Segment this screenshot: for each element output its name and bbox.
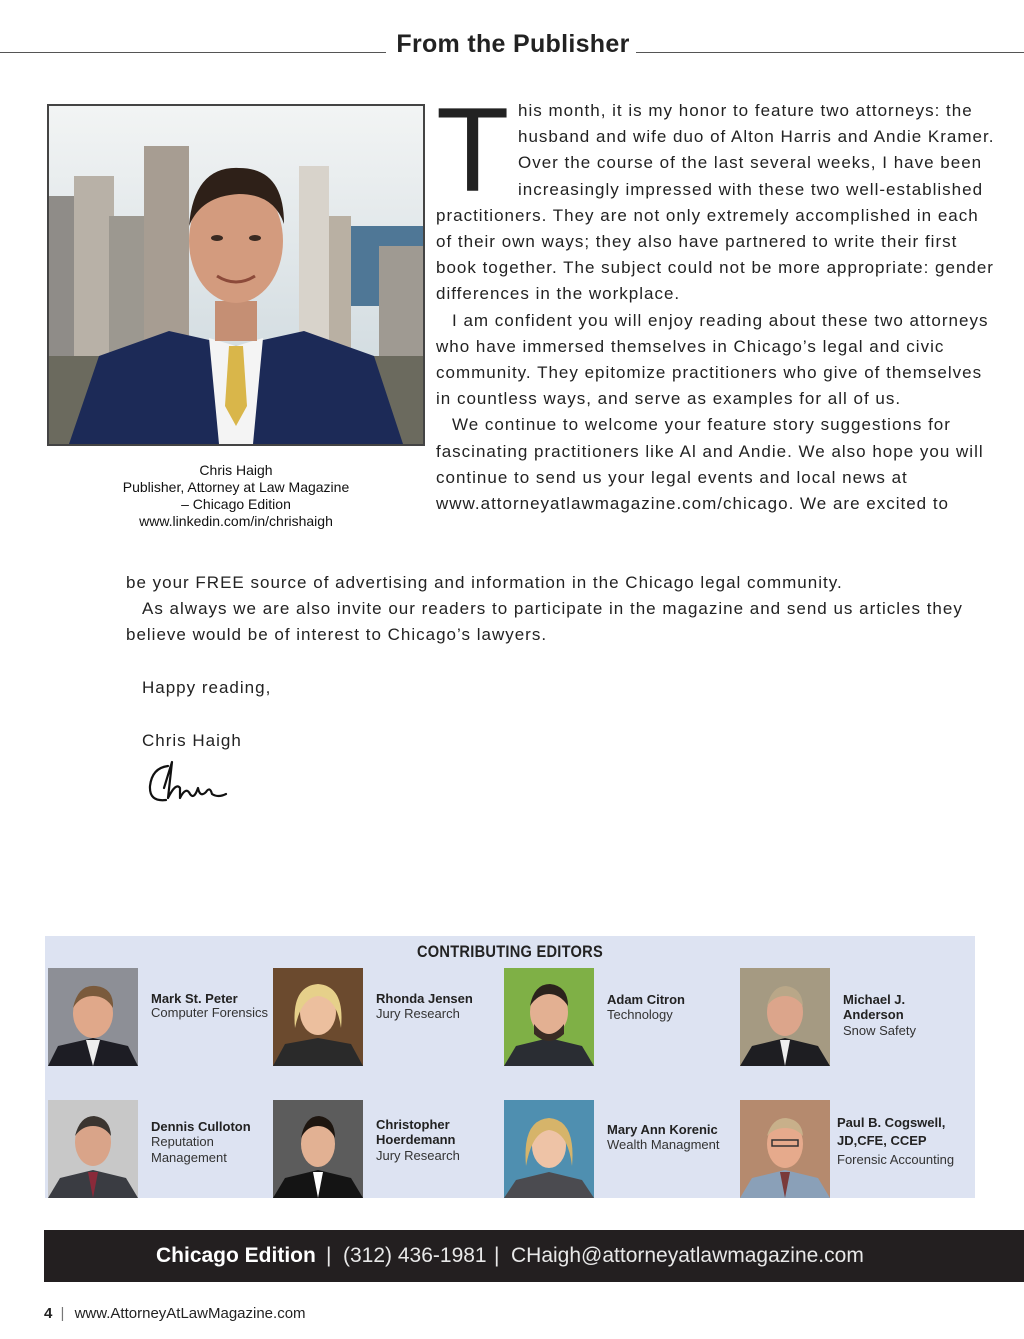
letter-paragraph-4: As always we are also invite our readers to participate in the magazine and send us articles they believe would be of interest to Chicago’s lawyers. <box>126 599 963 645</box>
editor-name: Hoerdemann <box>376 1132 456 1147</box>
website-link[interactable]: www.AttorneyAtLawMagazine.com <box>74 1305 306 1322</box>
page-footer <box>44 1305 306 1322</box>
caption-link[interactable]: www.linkedin.com/in/chrishaigh <box>139 513 333 529</box>
signature-image <box>146 758 236 808</box>
letter-paragraph-1-text: his month, it is my honor to feature two attorneys: the husband and wife duo of Alton Harris and Andie Kramer. Over the course of the last several weeks, I have been increasingly impressed with these two well-established practitioners. They are not only extremely accomplished in each of their own ways; they also have partnered to write their first book together. The subject could not be more appropriate: gender differences in the workplace. <box>436 101 995 304</box>
editor-name: Rhonda Jensen <box>376 991 473 1006</box>
editor-role: Snow Safety <box>843 1023 916 1038</box>
header-rule-left <box>0 52 386 53</box>
edition-label: Chicago Edition <box>156 1244 316 1267</box>
bar-separator: | <box>326 1244 332 1267</box>
letter-full-width <box>126 570 1006 649</box>
publisher-photo <box>47 104 425 446</box>
editors-heading: CONTRIBUTING EDITORS <box>416 942 604 961</box>
editor-photo <box>740 968 830 1066</box>
letter-paragraph-2: I am confident you will enjoy reading about these two attorneys who have immersed themselves in Chicago’s legal and civic community. They epitomize practitioners who give of themselves in countless ways, and serve as examples for all of us. <box>436 310 989 409</box>
editor-name: Paul B. Cogswell, <box>837 1115 946 1130</box>
editor-name: JD,CFE, CCEP <box>837 1133 927 1148</box>
editor-role: Forensic Accounting <box>837 1152 955 1167</box>
edition-contact-bar <box>44 1230 1024 1282</box>
editor-photo <box>504 1100 594 1198</box>
footer-separator: | <box>60 1305 65 1322</box>
drop-cap: T <box>436 83 510 217</box>
letter-paragraph-1 <box>436 83 996 308</box>
photo-caption <box>90 462 382 530</box>
editor-name: Michael J. <box>843 992 906 1007</box>
editor-role: Computer Forensics <box>151 1005 269 1020</box>
editor-photo <box>273 1100 363 1198</box>
editor-name: Mary Ann Korenic <box>607 1122 718 1137</box>
page-number: 4 <box>44 1305 53 1322</box>
editor-name: Adam Citron <box>607 992 685 1007</box>
editor-role: Jury Research <box>376 1006 460 1021</box>
contributing-editors-panel <box>45 936 975 1198</box>
editor-photo <box>48 1100 138 1198</box>
letter-column <box>436 83 996 517</box>
phone-number[interactable]: (312) 436-1981 <box>343 1244 487 1267</box>
editor-photo <box>740 1100 830 1198</box>
caption-name: Chris Haigh <box>199 462 273 478</box>
editor-name: Christopher <box>376 1117 450 1132</box>
editor-name: Dennis Culloton <box>151 1119 251 1134</box>
letter-paragraph-3: We continue to welcome your feature story suggestions for fascinating practitioners like Al and Andie. We also hope you will continue to send us your legal events and local news at www.attorneyatlawmagazine.com/chicago. We are excited to <box>436 415 984 514</box>
editor-role: Jury Research <box>376 1148 460 1163</box>
editor-role: Management <box>151 1150 227 1165</box>
page-title: From the Publisher <box>396 30 630 58</box>
editor-role: Technology <box>607 1007 673 1022</box>
editor-role: Reputation <box>151 1134 214 1149</box>
letter-paragraph-3-continued: be your FREE source of advertising and information in the Chicago legal community. <box>126 573 843 592</box>
caption-title: Publisher, Attorney at Law Magazine <box>122 479 350 495</box>
closing-line: Happy reading, <box>142 678 272 697</box>
editor-photo <box>273 968 363 1066</box>
header-rule-right <box>636 52 1024 53</box>
editor-role: Wealth Managment <box>607 1137 720 1152</box>
editor-name: Mark St. Peter <box>151 991 238 1006</box>
email-link[interactable]: CHaigh@attorneyatlawmagazine.com <box>511 1244 864 1267</box>
editor-name: Anderson <box>843 1007 904 1022</box>
editor-photo <box>504 968 594 1066</box>
caption-edition: – Chicago Edition <box>181 496 291 512</box>
editor-photo <box>48 968 138 1066</box>
signoff-name: Chris Haigh <box>142 731 242 750</box>
bar-separator: | <box>494 1244 500 1267</box>
